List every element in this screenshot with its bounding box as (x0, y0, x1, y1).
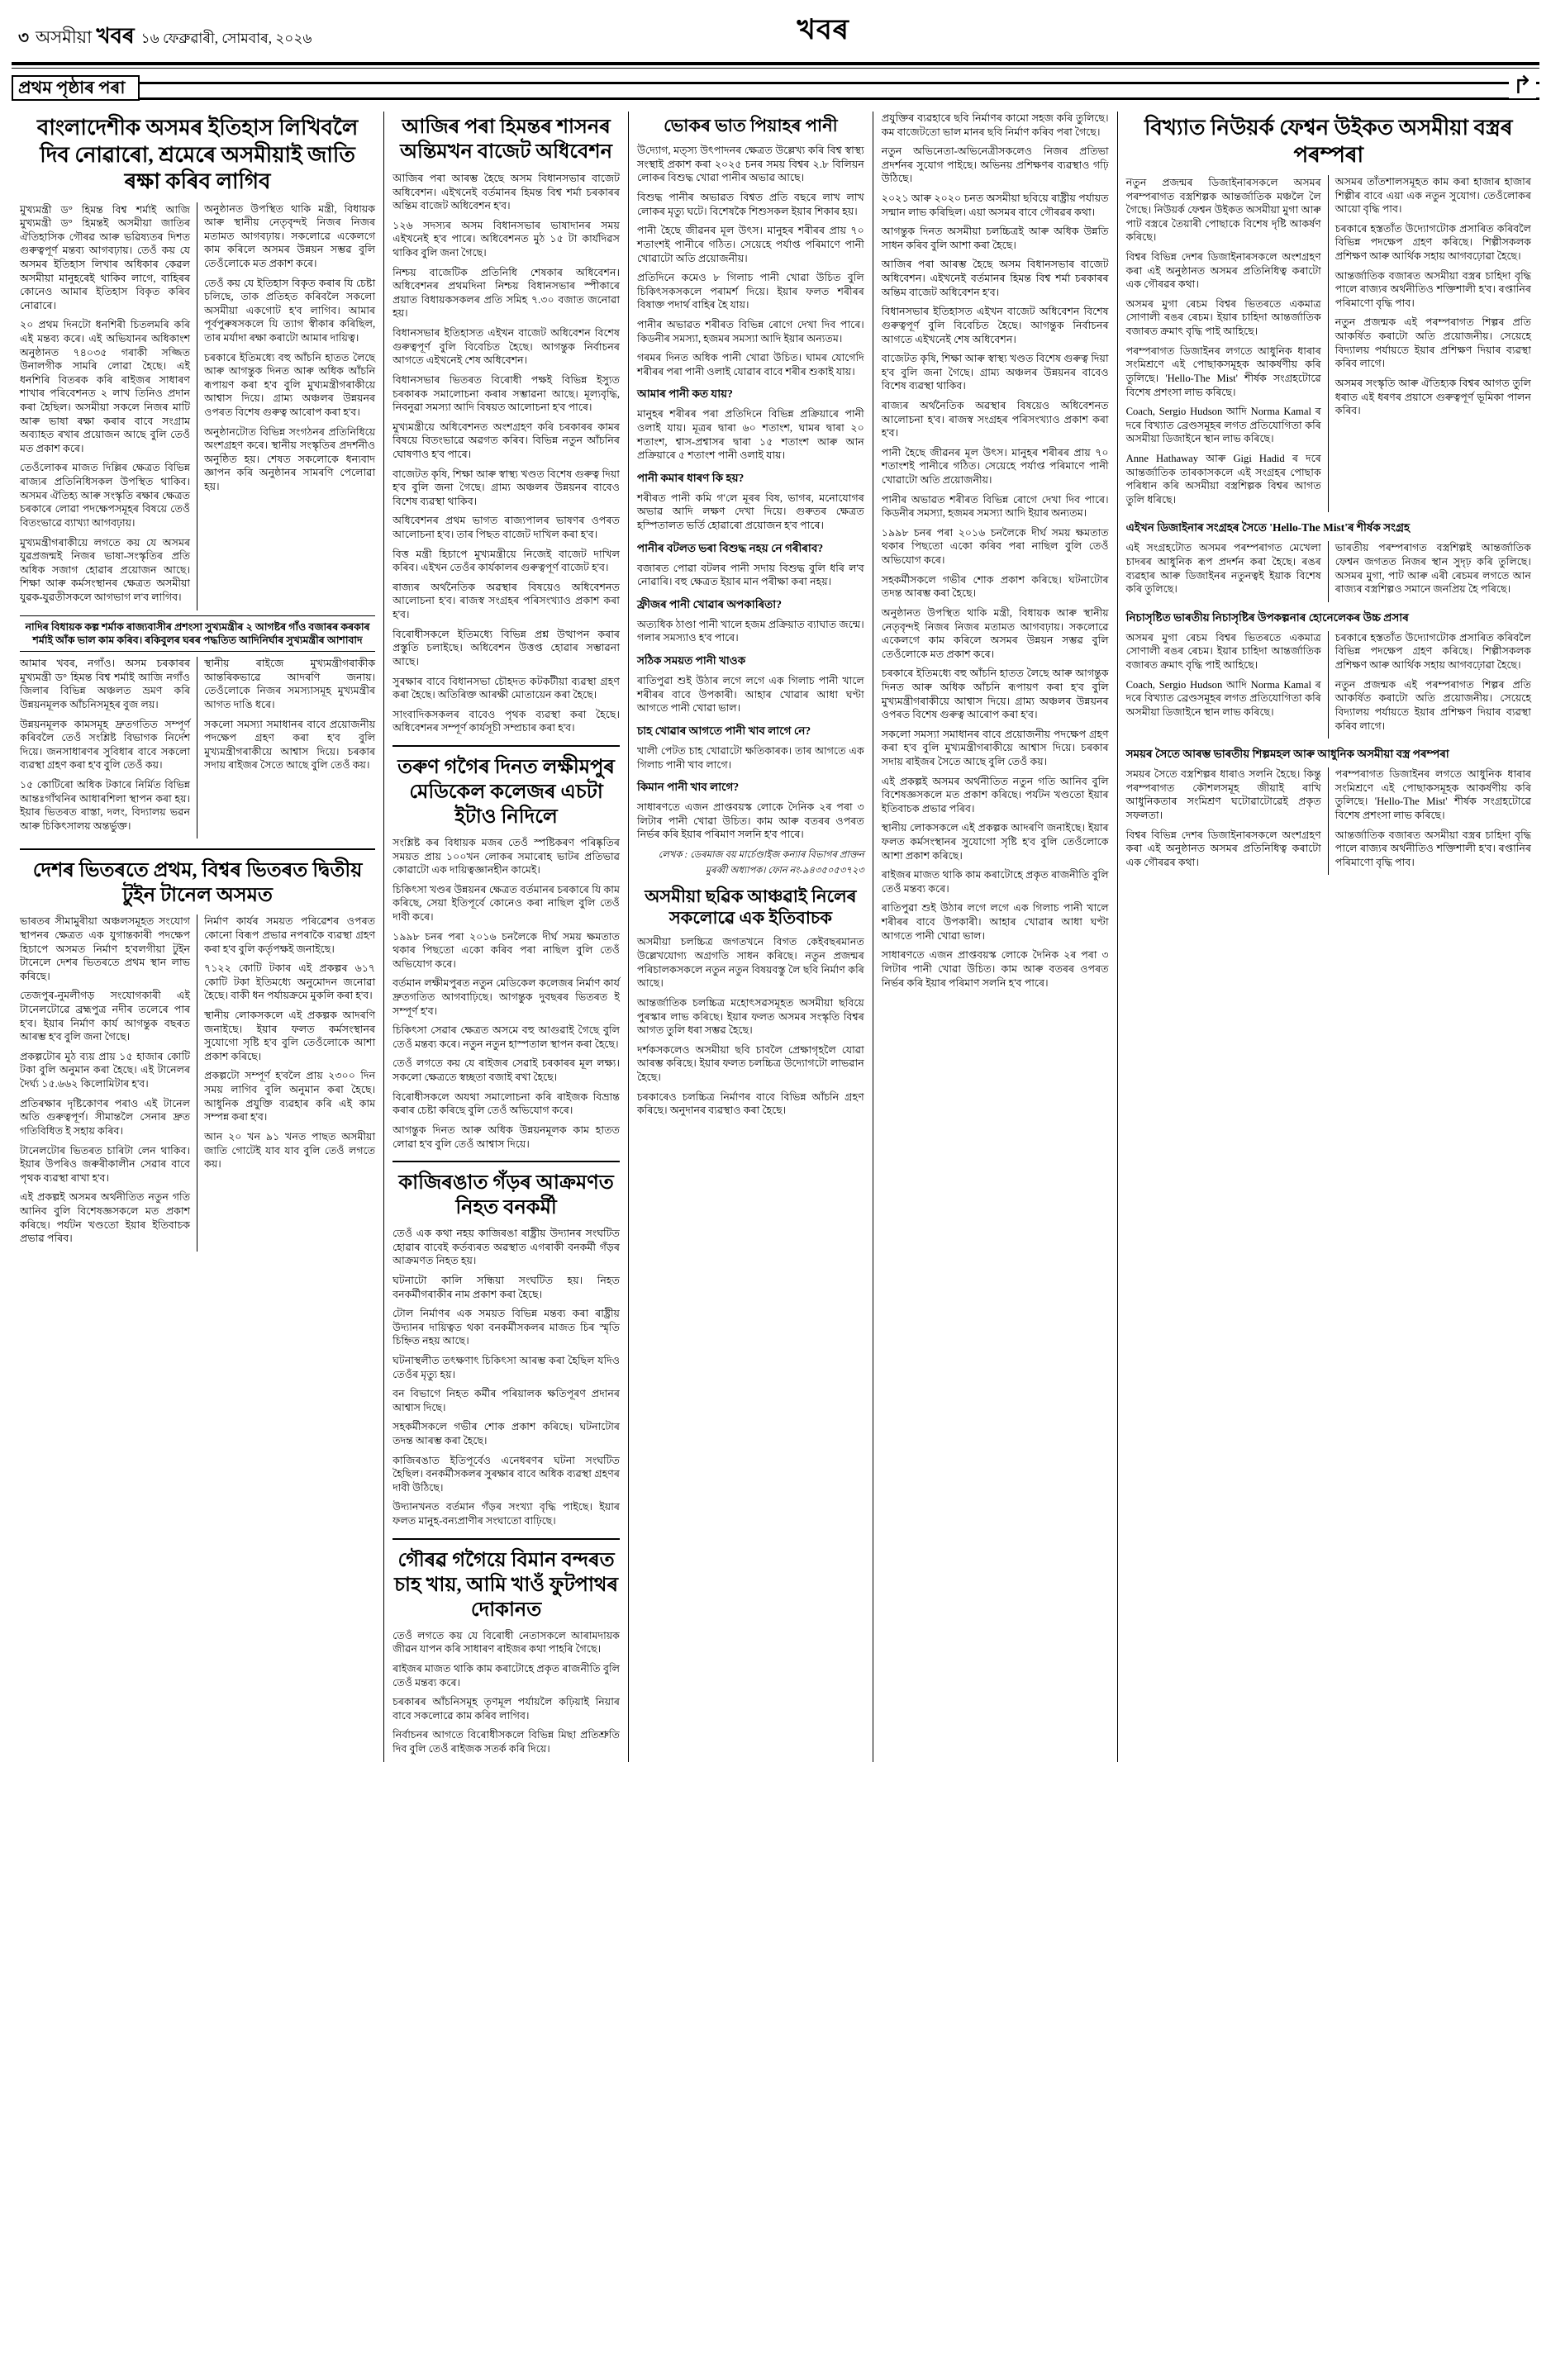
article-paragraph: Coach, Sergio Hudson আদি Norma Kamal ৰ দৰে বিখ্যাত ব্ৰেণ্ডসমূহৰ লগত প্ৰতিযোগিতা কৰি অসমীয়া ডিজাইনে স্থান লাভ কৰিছে। (1125, 678, 1321, 718)
article-paragraph: অধিবেশনৰ প্ৰথম ভাগত ৰাজ্যপালৰ ভাষণৰ ওপৰত আলোচনা হ'ব। তাৰ পিছত বাজেট দাখিল কৰা হ'ব। (393, 515, 620, 541)
article-paragraph: আন্তৰ্জাতিক চলচ্চিত্ৰ মহোৎসৱসমূহত অসমীয়া ছবিয়ে পুৰস্কাৰ লাভ কৰিছে। ইয়াৰ ফলত অসমৰ সংস্কৃতি বিশ্বৰ আগত তুলি ধৰা সম্ভৱ হৈছে। (636, 996, 864, 1037)
article-paragraph: আগন্তুক দিনত আৰু অধিক উন্নয়নমূলক কাম হাতত লোৱা হ'ব বুলি তেওঁ আশ্বাস দিয়ে। (393, 1123, 620, 1150)
article-subhead: নিচাসৃষ্টিত ভাৰতীয় নিচাসৃষ্টিৰ উপকল্পনাৰ হোনেলেকৰ উচ্চ প্ৰসাৰ (1125, 610, 1409, 624)
article-paragraph: তেওঁলোকৰ মাজত দিল্লিৰ ক্ষেত্ৰত বিভিন্ন ৰাজ্যৰ প্ৰতিনিধিসকল উপস্থিত থাকিব। অসমৰ ঐতিহ্য আৰু সংস্কৃতি ৰক্ষাৰ ক্ষেত্ৰত চৰকাৰে লোৱা পদক্ষেপসমূহৰ বিষয়ে তেওঁ বিতংভাৱে ব্যাখ্যা আগবঢ়ায়। (20, 462, 191, 529)
article-paragraph: নতুন অভিনেতা-অভিনেত্ৰীসকলেও নিজৰ প্ৰতিভা প্ৰদৰ্শনৰ সুযোগ পাইছে। অভিনয় প্ৰশিক্ষণৰ ব্যৱস্থাও গঢ়ি উঠিছে। (881, 145, 1109, 185)
columns-container (12, 112, 1539, 1762)
article-paragraph: তেওঁ এক কথা নহয় কাজিৰঙা ৰাষ্ট্ৰীয় উদ্যানৰ সংঘটিত হোৱাৰ বাবেই কৰ্তব্যৰত অৱস্থাত এগৰাকী বনকৰ্মী গঁড়ৰ আক্ৰমণত নিহত হয়। (393, 1228, 620, 1267)
article-paragraph: সংশ্লিষ্ট কৰ বিধায়ক মজৰ তেওঁ স্পষ্টিকৰণ পৰিষ্কৃতিৰ সময়ত প্ৰায় ১০০খন লোকৰ সমাৰোহ ভাটৰ প্ৰতিভাৱ কোৱাটো এক দায়িত্বজ্ঞানহীন কামেই। (393, 836, 620, 876)
article-paragraph: বিত্ত মন্ত্ৰী হিচাপে মুখ্যমন্ত্ৰীয়ে নিজেই বাজেট দাখিল কৰিব। এইখন তেওঁৰ কাৰ্যকালৰ গুৰুত্বপূৰ্ণ বাজেট হ'ব। (393, 548, 620, 574)
article-paragraph: অসমীয়া চলচ্চিত্ৰ জগতখনে বিগত কেইবছৰমানত উল্লেখযোগ্য অগ্ৰগতি সাধন কৰিছে। নতুন প্ৰজন্মৰ পৰিচালকসকলে নতুন নতুন বিষয়বস্তু লৈ ছবি নিৰ্মাণ কৰি আছে। (636, 936, 864, 990)
masthead-title: খবৰ (797, 15, 849, 45)
article-paragraph: বিৰোধীসকলে ইতিমধ্যে বিভিন্ন প্ৰশ্ন উত্থাপন কৰাৰ প্ৰস্তুতি চলাইছে। অধিবেশন উত্তপ্ত হোৱাৰ সম্ভাৱনা আছে। (393, 628, 620, 667)
article-headline-7: গৌৰৱ গগৈয়ে বিমান বন্দৰত চাহ খায়, আমি খাওঁ ফুটপাথৰ দোকানত (394, 1549, 618, 1621)
section-divider (393, 1538, 620, 1540)
article-paragraph: মানুহৰ শৰীৰৰ পৰা প্ৰতিদিনে বিভিন্ন প্ৰক্ৰিয়াৰে পানী ওলাই যায়। মূত্ৰৰ দ্বাৰা ৬০ শতাংশ, ঘামৰ দ্বাৰা ২০ শতাংশ, শ্বাস-প্ৰশ্বাসৰ দ্বাৰা ১৫ শতাংশ আৰু আন প্ৰক্ৰিয়াৰে ৫ শতাংশ পানী ওলাই যায়। (636, 408, 864, 462)
article-paragraph: চৰকাৰে ইতিমধ্যে বহু আঁচনি হাতত লৈছে আৰু আগন্তুক দিনত আৰু অধিক আঁচনি ৰূপায়ণ কৰা হ'ব বুলি মুখ্যমন্ত্ৰীগৰাকীয়ে আশ্বাস দিয়ে। গ্ৰাম্য অঞ্চলৰ উন্নয়নৰ ওপৰত বিশেষ গুৰুত্ব আৰোপ কৰা হ'ব। (204, 351, 376, 419)
article-subhead: সঠিক সময়ত পানী খাওক (636, 654, 746, 667)
article-paragraph: বিশ্বৰ বিভিন্ন দেশৰ ডিজাইনাৰসকলে অংশগ্ৰহণ কৰা এই অনুষ্ঠানত অসমৰ প্ৰতিনিধিত্ব কৰাটো এক গৌৰৱৰ কথা। (1125, 829, 1321, 868)
column-1a-2 (20, 657, 197, 838)
article-paragraph: পানী হৈছে জীৱনৰ মূল উৎস। মানুহৰ শৰীৰৰ প্ৰায় ৭০ শতাংশই পানীৰে গঠিত। সেয়েহে পৰ্যাপ্ত পৰিমাণে পানী খোৱাটো অতি প্ৰয়োজনীয়। (636, 225, 864, 264)
article-paragraph: এই সংগ্ৰহটোত অসমৰ পৰম্পৰাগত মেখেলা চাদৰৰ আধুনিক ৰূপ প্ৰদৰ্শন কৰা হৈছে। ৰঙৰ ব্যৱহাৰ আৰু ডিজাইনৰ নতুনত্বই ইয়াক বিশেষ কৰি তুলিছে। (1125, 542, 1321, 596)
column-5a-4 (1126, 767, 1329, 875)
article-paragraph: আজিৰ পৰা আৰম্ভ হৈছে অসম বিধানসভাৰ বাজেট অধিবেশন। এইখনেই বৰ্তমানৰ হিমন্ত বিশ্ব শৰ্মা চৰকাৰৰ অন্তিম বাজেট অধিবেশন হ'ব। (393, 172, 620, 212)
article-paragraph: নিৰ্বাচনৰ আগতে বিৰোধীসকলে বিভিন্ন মিছা প্ৰতিশ্ৰুতি দিব বুলি তেওঁ ৰাইজক সতৰ্ক কৰি দিয়ে। (393, 1729, 620, 1755)
article-paragraph: বিধানসভাৰ ইতিহাসত এইখন বাজেট অধিবেশন বিশেষ গুৰুত্বপূৰ্ণ বুলি বিবেচিত হৈছে। আগন্তুক নিৰ্বাচনৰ আগতে এইখনেই শেষ অধিবেশন। (881, 306, 1109, 345)
article-paragraph: সকলো সমস্যা সমাধানৰ বাবে প্ৰয়োজনীয় পদক্ষেপ গ্ৰহণ কৰা হ'ব বুলি মুখ্যমন্ত্ৰীগৰাকীয়ে আশ্বাস দিয়ে। চৰকাৰ সদায় ৰাইজৰ সৈতে আছে বুলি তেওঁ কয়। (204, 718, 376, 772)
article-paragraph: আন্তৰ্জাতিক বজাৰত অসমীয়া বস্ত্ৰৰ চাহিদা বৃদ্ধি পালে ৰাজ্যৰ অৰ্থনীতিও শক্তিশালী হ'ব। ৰপ্তানিৰ পৰিমাণো বৃদ্ধি পাব। (1335, 269, 1531, 309)
article-subhead: এইখন ডিজাইনাৰ সংগ্ৰহৰ সৈতে 'Hello-The Mist'ৰ শীৰ্ষক সংগ্ৰহ (1125, 521, 1411, 534)
column-3 (629, 112, 873, 1762)
article-paragraph: চৰকাৰে হস্ততাঁত উদ্যোগটোক প্ৰসাৰিত কৰিবলৈ বিভিন্ন পদক্ষেপ গ্ৰহণ কৰিছে। শিল্পীসকলক প্ৰশিক্ষণ আৰু আৰ্থিক সহায় আগবঢ়োৱা হৈছে। (1335, 222, 1531, 263)
column-1b (197, 202, 375, 610)
masthead-rule-thin (12, 68, 1539, 69)
article-paragraph: আজিৰ পৰা আৰম্ভ হৈছে অসম বিধানসভাৰ বাজেট অধিবেশন। এইখনেই বৰ্তমানৰ হিমন্ত বিশ্ব শৰ্মা চৰকাৰৰ অন্তিম বাজেট অধিবেশন হ'ব। (881, 259, 1109, 298)
article-paragraph: মুখ্যমন্ত্ৰী ড° হিমন্ত বিশ্ব শৰ্মাই আজি মুখ্যমন্ত্ৰী ড° হিমন্তই অসমীয়া জাতিৰ ঐতিহাসিক গৌৰৱ আৰু ভৱিষ্যতৰ দিশত গুৰুত্বপূৰ্ণ মন্তব্য আগবঢ়ায়। তেওঁ কয় যে অসমৰ ইতিহাস লিখাৰ অধিকাৰ কেৱল অসমীয়া মানুহৰেই থাকিব লাগে, বাহিৰৰ কোনেও আমাৰ ইতিহাস বিকৃত কৰিব নোৱাৰে। (20, 202, 191, 311)
article-paragraph: অসমৰ তাঁতশালসমূহত কাম কৰা হাজাৰ হাজাৰ শিল্পীৰ বাবে এয়া এক নতুন সুযোগ। তেওঁলোকৰ আয়ো বৃদ্ধি পাব। (1335, 176, 1531, 216)
article-paragraph: প্ৰতিদিনে কমেও ৮ গিলাচ পানী খোৱা উচিত বুলি চিকিৎসকসকলে পৰামৰ্শ দিয়ে। ইয়াৰ ফলত শৰীৰৰ বিষাক্ত পদাৰ্থ বাহিৰ হৈ যায়। (636, 272, 864, 311)
article-paragraph: ঘটনাটো কালি সন্ধিয়া সংঘটিত হয়। নিহত বনকৰ্মীগৰাকীৰ নাম প্ৰকাশ কৰা হৈছে। (393, 1274, 620, 1300)
section-banner (12, 72, 1539, 103)
masthead-rule-thick (12, 62, 1539, 65)
article-paragraph: গৰমৰ দিনত অধিক পানী খোৱা উচিত। ঘামৰ যোগেদি শৰীৰৰ পৰা পানী ওলাই যোৱাৰ বাবে শৰীৰ শুকাই যায়। (636, 352, 864, 378)
masthead (0, 0, 1551, 59)
article-paragraph: পৰম্পৰাগত ডিজাইনৰ লগতে আধুনিক ধাৰাৰ সংমিশ্ৰণে এই পোছাকসমূহক আকৰ্ষণীয় কৰি তুলিছে। 'Hello-The Mist' শীৰ্ষক সংগ্ৰহটোৱে বিশেষ প্ৰশংসা লাভ কৰিছে। (1335, 768, 1531, 821)
article-paragraph: পানীৰ অভাৱত শৰীৰত বিভিন্ন ৰোগে দেখা দিব পাৰে। কিডনীৰ সমস্যা, হজমৰ সমস্যা আদি ইয়াৰ অন্যতম। (881, 493, 1109, 520)
article-paragraph: ৰাজ্যৰ অৰ্থনৈতিক অৱস্থাৰ বিষয়েও অধিবেশনত আলোচনা হ'ব। ৰাজস্ব সংগ্ৰহৰ পৰিসংখ্যাও প্ৰকাশ কৰা হ'ব। (881, 399, 1109, 439)
page-number: ৩ (18, 29, 30, 47)
article-paragraph: কাজিৰঙাত ইতিপূৰ্বেও এনেধৰণৰ ঘটনা সংঘটিত হৈছিল। বনকৰ্মীসকলৰ সুৰক্ষাৰ বাবে অধিক ব্যৱস্থা গ্ৰহণৰ দাবী উঠিছে। (393, 1454, 620, 1494)
article-subhead: পানী কমাৰ ধাৰণ কি হয়? (636, 471, 745, 484)
article-paragraph: অসমৰ সংস্কৃতি আৰু ঐতিহ্যক বিশ্বৰ আগত তুলি ধৰাত এই ধৰণৰ প্ৰয়াসে গুৰুত্বপূৰ্ণ ভূমিকা পালন কৰিব। (1335, 377, 1531, 417)
article-paragraph: ৰাজ্যৰ অৰ্থনৈতিক অৱস্থাৰ বিষয়েও অধিবেশনত আলোচনা হ'ব। ৰাজস্ব সংগ্ৰহৰ পৰিসংখ্যাও প্ৰকাশ কৰা হ'ব। (393, 581, 620, 621)
article-subhead: পানীৰ বটলত ভৰা বিশুদ্ধ নহয় নে গৰীৰাব? (636, 541, 824, 554)
article-byline: লেখক : ডেৰমাজ বয় মাৰ্চেণ্ডাইজ কন্যাৰ বিভাগৰ প্ৰাক্তন মুৰব্বী অধ্যাপক। ফোন নং-৯৪৩৫০৫৩৭২৩ (658, 849, 864, 876)
article-paragraph: তেজপুৰ-নুমলীগড় সংযোগকাৰী এই টানেলটোৱে ব্ৰহ্মপুত্ৰ নদীৰ তলেৰে পাৰ হ'ব। ইয়াৰ নিৰ্মাণ কাৰ্য আগন্তুক বছৰত আৰম্ভ হ'ব বুলি জনা গৈছে। (20, 990, 191, 1043)
column-5b-4 (1329, 767, 1531, 875)
column-5a (1126, 175, 1329, 512)
article-subhead: চাহ খোৱাৰ আগতে পানী খাব লাগে নে? (636, 724, 811, 737)
article-paragraph: আন্তৰ্জাতিক বজাৰত অসমীয়া বস্ত্ৰৰ চাহিদা বৃদ্ধি পালে ৰাজ্যৰ অৰ্থনীতিও শক্তিশালী হ'ব। ৰপ্তানিৰ পৰিমাণো বৃদ্ধি পাব। (1335, 829, 1531, 868)
article-subhead: ফ্ৰীজৰ পানী খোৱাৰ অপকাৰিতা? (636, 597, 782, 610)
article-paragraph: সাংবাদিকসকলৰ বাবেও পৃথক ব্যৱস্থা কৰা হৈছে। অধিবেশনৰ সম্পূৰ্ণ কাৰ্যসূচী সম্প্ৰচাৰ কৰা হ'ব। (393, 708, 620, 734)
article-paragraph: আন ২০ খন ৯১ খনত পাছত অসমীয়া জাতি গোটেই যাব যাব বুলি তেওঁ লগতে কয়। (204, 1130, 376, 1171)
column-5-inner-3 (1126, 631, 1531, 739)
article-paragraph: বাজেটত কৃষি, শিক্ষা আৰু স্বাস্থ্য খণ্ডত বিশেষ গুৰুত্ব দিয়া হ'ব বুলি জনা গৈছে। গ্ৰাম্য অঞ্চলৰ উন্নয়নৰ বাবেও বিশেষ ব্যৱস্থা থাকিব। (393, 468, 620, 507)
article-paragraph: ৰাইজৰ মাজত থাকি কাম কৰাটোহে প্ৰকৃত ৰাজনীতি বুলি তেওঁ মন্তব্য কৰে। (393, 1662, 620, 1689)
article-paragraph: প্ৰকল্পটো সম্পূৰ্ণ হ'বলৈ প্ৰায় ২৩০০ দিন সময় লাগিব বুলি অনুমান কৰা হৈছে। আধুনিক প্ৰযুক্তি ব্যৱহাৰ কৰি এই কাম সম্পন্ন কৰা হ'ব। (204, 1070, 376, 1123)
column-5b-3 (1329, 631, 1531, 739)
article-paragraph: নতুন প্ৰজন্মক এই পৰম্পৰাগত শিল্পৰ প্ৰতি আকৰ্ষিত কৰাটো অতি প্ৰয়োজনীয়। সেয়েহে বিদ্যালয় পৰ্যায়তে ইয়াৰ প্ৰশিক্ষণ দিয়াৰ ব্যৱস্থা কৰিব লাগে। (1335, 316, 1531, 370)
article-paragraph: চিকিৎসা খণ্ডৰ উন্নয়নৰ ক্ষেত্ৰত বৰ্তমানৰ চৰকাৰে যি কাম কৰিছে, সেয়া ইতিপূৰ্বে কোনেও কৰা নাছিল বুলি তেওঁ দাবী কৰে। (393, 883, 620, 923)
column-5-inner-2 (1126, 541, 1531, 601)
article-paragraph: অসমৰ মুগা ৰেচম বিশ্বৰ ভিতৰতে একমাত্ৰ সোণালী ৰঙৰ ৰেচম। ইয়াৰ চাহিদা আন্তৰ্জাতিক বজাৰত ক্ৰমাৎ বৃদ্ধি পাই আহিছে। (1125, 297, 1321, 338)
article-paragraph: পৰম্পৰাগত ডিজাইনৰ লগতে আধুনিক ধাৰাৰ সংমিশ্ৰণে এই পোছাকসমূহক আকৰ্ষণীয় কৰি তুলিছে। 'Hello-The Mist' শীৰ্ষক সংগ্ৰহটোৱে বিশেষ প্ৰশংসা লাভ কৰিছে। (1125, 344, 1321, 398)
article-paragraph: উন্নয়নমূলক কামসমূহ দ্ৰুতগতিত সম্পূৰ্ণ কৰিবলৈ তেওঁ সংশ্লিষ্ট বিভাগক নিৰ্দেশ দিয়ে। জনসাধাৰণৰ সুবিধাৰ বাবে সকলো ব্যৱস্থা গ্ৰহণ কৰা হ'ব বুলি তেওঁ কয়। (20, 718, 191, 772)
column-1a-3 (20, 914, 197, 1251)
column-5a-2 (1126, 541, 1329, 601)
article-paragraph: অনুষ্ঠানত উপস্থিত থাকি মন্ত্ৰী, বিধায়ক আৰু স্থানীয় নেতৃবৃন্দই নিজৰ নিজৰ মতামত আগবঢ়ায়। সকলোৱে একেলগে কাম কৰিলে অসমৰ উন্নয়ন সম্ভৱ বুলি তেওঁলোকে মত প্ৰকাশ কৰে। (204, 202, 376, 269)
article-headline-5: তৰুণ গগৈৰ দিনত লক্ষীমপুৰ মেডিকেল কলেজৰ এচটা ইটাও নিদিলে (397, 756, 615, 828)
article-paragraph: তেওঁ কয় যে ইতিহাস বিকৃত কৰাৰ যি চেষ্টা চলিছে, তাক প্ৰতিহত কৰিবলৈ সকলো অসমীয়া একগোট হ'ব লাগিব। আমাৰ পূৰ্বপুৰুষসকলে যি ত্যাগ স্বীকাৰ কৰিছিল, তাৰ মৰ্যাদা ৰক্ষা কৰাটো আমাৰ দায়িত্ব। (204, 277, 376, 344)
article-paragraph: ৭১২২ কোটি টকাৰ এই প্ৰকল্পৰ ৬১৭ কোটি টকা ইতিমধ্যে অনুমোদন জনোৱা হৈছে। বাকী ধন পৰ্যায়ক্ৰমে মুকলি কৰা হ'ব। (204, 962, 376, 1002)
article-paragraph: ১২৬ সদস্যৰ অসম বিধানসভাৰ ভাষাদানৰ সময় এইখনেই হ'ব পাৰে। অধিবেশনত মুঠ ১৫ টা কাৰ্যদিৱস থাকিব বুলি জনা গৈছে। (393, 219, 620, 259)
article-paragraph: ১৫ কোটিৰো অধিক টকাৰে নিৰ্মিত বিভিন্ন আন্তঃগাঁথনিৰ আধাৰশিলা স্থাপন কৰা হয়। ইয়াৰ ভিতৰত ৰাস্তা, দলং, বিদ্যালয় ভৱন আৰু চিকিৎসালয় অন্তৰ্ভুক্ত। (20, 778, 191, 832)
column-1 (12, 112, 384, 1762)
article-paragraph: ভাৰতীয় পৰম্পৰাগত বস্ত্ৰশিল্পই আন্তৰ্জাতিক ফেশ্বন জগতত নিজৰ স্থান সুদৃঢ় কৰি তুলিছে। অসমৰ মুগা, পাট আৰু এৰী ৰেচমৰ লগতে আন ৰাজ্যৰ বস্ত্ৰশিল্পও সমানে জনপ্ৰিয় হৈ পৰিছে। (1335, 542, 1531, 596)
article-paragraph: ভাৰতৰ সীমামুৰীয়া অঞ্চলসমূহত সংযোগ স্থাপনৰ ক্ষেত্ৰত এক যুগান্তকাৰী পদক্ষেপ হিচাপে অসমত নিৰ্মাণ হ'বলগীয়া টুইন টানেলে দেশৰ ভিতৰতে প্ৰথম স্থান লাভ কৰিছে। (20, 915, 191, 982)
article-paragraph: মুখ্যমন্ত্ৰীগৰাকীয়ে লগতে কয় যে অসমৰ যুৱপ্ৰজন্মই নিজৰ ভাষা-সংস্কৃতিৰ প্ৰতি অধিক সজাগ হোৱাৰ প্ৰয়োজন আছে। শিক্ষা আৰু কৰ্মসংস্থানৰ ক্ষেত্ৰত অসমীয়া যুৱক-যুৱতীসকলে আগভাগ ল'ব লাগিব। (20, 536, 191, 603)
article-paragraph: স্থানীয় ৰাইজে মুখ্যমন্ত্ৰীগৰাকীক আন্তৰিকভাৱে আদৰণি জনায়। তেওঁলোকে নিজৰ সমস্যাসমূহ মুখ্যমন্ত্ৰীৰ আগত দাঙি ধৰে। (204, 658, 376, 710)
article-paragraph: পানীৰ অভাৱত শৰীৰত বিভিন্ন ৰোগে দেখা দিব পাৰে। কিডনীৰ সমস্যা, হজমৰ সমস্যা আদি ইয়াৰ অন্যতম। (636, 318, 864, 344)
article-subhead: আমাৰ পানী কত যায়? (636, 387, 733, 401)
article-paragraph: বিশুদ্ধ পানীৰ অভাৱত বিশ্বত প্ৰতি বছৰে লাখ লাখ লোকৰ মৃত্যু ঘটে। বিশেষকৈ শিশুসকল ইয়াৰ শিকাৰ হয়। (636, 192, 864, 217)
article-paragraph: বিশ্বৰ বিভিন্ন দেশৰ ডিজাইনাৰসকলে অংশগ্ৰহণ কৰা এই অনুষ্ঠানত অসমৰ প্ৰতিনিধিত্ব কৰাটো এক গৌৰৱৰ কথা। (1125, 251, 1321, 291)
column-4 (873, 112, 1118, 1762)
column-1b-3 (197, 914, 375, 1251)
article-paragraph: সময়ৰ সৈতে বস্ত্ৰশিল্পৰ ধাৰাও সলনি হৈছে। কিন্তু পৰম্পৰাগত কৌশলসমূহ জীয়াই ৰাখি আধুনিকতাৰ সংমিশ্ৰণ ঘটোৱাটোৱেই প্ৰকৃত সফলতা। (1125, 768, 1321, 821)
article-paragraph: প্ৰযুক্তিৰ ব্যৱহাৰে ছবি নিৰ্মাণৰ কামো সহজ কৰি তুলিছে। কম বাজেটতো ভাল মানৰ ছবি নিৰ্মাণ কৰিব পৰা গৈছে। (881, 112, 1109, 138)
column-2 (384, 112, 629, 1762)
article-paragraph: নতুন প্ৰজন্মক এই পৰম্পৰাগত শিল্পৰ প্ৰতি আকৰ্ষিত কৰাটো অতি প্ৰয়োজনীয়। সেয়েহে বিদ্যালয় পৰ্যায়তে ইয়াৰ প্ৰশিক্ষণ দিয়াৰ ব্যৱস্থা কৰিব লাগে। (1335, 678, 1531, 732)
article-paragraph: সকলো সমস্যা সমাধানৰ বাবে প্ৰয়োজনীয় পদক্ষেপ গ্ৰহণ কৰা হ'ব বুলি মুখ্যমন্ত্ৰীগৰাকীয়ে আশ্বাস দিয়ে। চৰকাৰ সদায় ৰাইজৰ সৈতে আছে বুলি তেওঁ কয়। (881, 728, 1109, 767)
article-paragraph: ৰাতিপুৱা শুই উঠাৰ লগে লগে এক গিলাচ পানী খালে শৰীৰৰ বাবে উপকাৰী। আহাৰ খোৱাৰ আধা ঘণ্টা আগতে পানী খোৱা ভাল। (881, 902, 1109, 942)
article-paragraph: উদ্যোগ, মত্স্য উৎপাদনৰ ক্ষেত্ৰত উল্লেখ্য কৰি বিশ্ব স্বাস্থ্য সংস্থাই প্ৰকাশ কৰা ২০২৫ চনৰ সময় বিশ্বৰ ২.৮ বিলিয়ন লোকৰ বিশুদ্ধ খোৱা পানীৰ অভাৱ আছে। (636, 144, 864, 184)
article-paragraph: সাধাৰণতে এজন প্ৰাপ্তবয়স্ক লোকে দৈনিক ২ৰ পৰা ৩ লিটাৰ পানী খোৱা উচিত। কাম আৰু বতৰৰ ওপৰত নিৰ্ভৰ কৰি ইয়াৰ পৰিমাণ সলনি হ'ব পাৰে। (636, 801, 864, 841)
article-paragraph: চৰকাৰে হস্ততাঁত উদ্যোগটোক প্ৰসাৰিত কৰিবলৈ বিভিন্ন পদক্ষেপ গ্ৰহণ কৰিছে। শিল্পীসকলক প্ৰশিক্ষণ আৰু আৰ্থিক সহায় আগবঢ়োৱা হৈছে। (1335, 631, 1531, 672)
article-paragraph: মুখ্যমন্ত্ৰীয়ে অধিবেশনত অংশগ্ৰহণ কৰি চৰকাৰৰ কামৰ বিষয়ে বিতংভাৱে অৱগত কৰিব। বিভিন্ন নতুন আঁচনিৰ ঘোষণাও হ'ব পাৰে। (393, 420, 620, 460)
article-paragraph: খালী পেটত চাহ খোৱাটো ক্ষতিকাৰক। তাৰ আগতে এক গিলাচ পানী খাব লাগে। (636, 744, 864, 771)
article-subhead: সময়ৰ সৈতে আৰম্ভ ভাৰতীয় শিল্পমহল আৰু আধুনিক অসমীয়া বস্ত্ৰ পৰম্পৰা (1125, 748, 1449, 761)
continuation-arrow-icon: ↱ (1509, 74, 1536, 98)
article-subhead: কিমান পানী খাব লাগে? (636, 781, 740, 794)
article-paragraph: বজাৰত পোৱা বটলৰ পানী সদায় বিশুদ্ধ বুলি ধৰি ল'ব নোৱাৰি। বহু ক্ষেত্ৰত ইয়াৰ মান পৰীক্ষা কৰা নহয়। (636, 562, 864, 588)
column-5a-3 (1126, 631, 1329, 739)
article-paragraph: উদ্যানখনত বৰ্তমান গঁড়ৰ সংখ্যা বৃদ্ধি পাইছে। ইয়াৰ ফলত মানুহ-বন্যপ্ৰাণীৰ সংঘাতো বাঢ়িছে। (393, 1501, 620, 1527)
article-paragraph: সহকৰ্মীসকলে গভীৰ শোক প্ৰকাশ কৰিছে। ঘটনাটোৰ তদন্ত আৰম্ভ কৰা হৈছে। (393, 1421, 620, 1447)
article-paragraph: নিৰ্মাণ কাৰ্যৰ সময়ত পৰিৱেশৰ ওপৰত কোনো বিৰূপ প্ৰভাৱ নপৰাকৈ ব্যৱস্থা গ্ৰহণ কৰা হ'ব বুলি কৰ্তৃপক্ষই জনাইছে। (204, 915, 376, 955)
article-paragraph: ২০ প্ৰথম দিনটো ধনশিৰী চিতলমৰি কৰি এই মন্তব্য কৰে। এই অভিযানৰ অধিকাংশ অনুষ্ঠানত ৭৪০৩৫ গৰাকী সজ্জিত উনালগীক সামৰি লোৱা হৈছে। এই ধনশিৰি বিতৰক কৰি ৰাইজৰ সাধাৰণ শাখাৰ পৰিবেশনত ২ লাখ তিনিও প্ৰদান কৰা হৈছিল। অসমীয়া সকলে নিজৰ মাটি আৰু ভাষা ৰক্ষা কৰাৰ বাবে সংগ্ৰাম অব্যাহত ৰখাৰ প্ৰয়োজন আছে বুলি তেওঁ মত প্ৰকাশ কৰে। (20, 319, 191, 454)
article-paragraph: ৰাইজৰ মাজত থাকি কাম কৰাটোহে প্ৰকৃত ৰাজনীতি বুলি তেওঁ মন্তব্য কৰে। (881, 869, 1109, 895)
article-kicker-2: নাদিৰ বিধায়ক কল্প শৰ্মাক ৰাজ্যবাসীৰ প্ৰশংসা সুখ্যমন্ত্ৰীৰ ২ আগষ্টৰ গাঁও বজাৰৰ কৰকাৰ শৰ্মাই আঁক ভাল কাম কৰিব। ৰকিবুলৰ ঘৰৰ পদ্ধতিত আদিনিৰ্ঘাৰ সুখ্যমন্ত্ৰীৰ আশাবাদ (20, 615, 375, 653)
column-5-inner (1126, 175, 1531, 512)
article-paragraph: অত্যধিক ঠাণ্ডা পানী খালে হজম প্ৰক্ৰিয়াত ব্যাঘাত জন্মে। গলাৰ সমস্যাও হ'ব পাৰে। (636, 618, 864, 644)
article-paragraph: অনুষ্ঠানত উপস্থিত থাকি মন্ত্ৰী, বিধায়ক আৰু স্থানীয় নেতৃবৃন্দই নিজৰ নিজৰ মতামত আগবঢ়ায়। সকলোৱে একেলগে কাম কৰিলে অসমৰ উন্নয়ন সম্ভৱ বুলি তেওঁলোকে মত প্ৰকাশ কৰে। (881, 606, 1109, 660)
article-paragraph: টোল নিৰ্মাণৰ এক সময়ত বিভিন্ন মন্তব্য কৰা ৰাষ্ট্ৰীয় উদ্যানৰ দায়িত্বত থকা বনকৰ্মীসকলৰ মাজত চিৰ স্মৃতি চিহ্নিত নহয় আছে। (393, 1308, 620, 1347)
article-paragraph: ১৯৯৮ চনৰ পৰা ২০১৬ চনলৈকে দীৰ্ঘ সময় ক্ষমতাত থকাৰ পিছতো একো কৰিব পৰা নাছিল বুলি তেওঁ অভিযোগ কৰে। (881, 526, 1109, 567)
article-paragraph: তেওঁ লগতে কয় যে বিৰোধী নেতাসকলে আৰামদায়ক জীৱন যাপন কৰি সাধাৰণ ৰাইজৰ কথা পাহৰি গৈছে। (393, 1629, 620, 1656)
article-paragraph: শৰীৰত পানী কমি গ'লে মূৰৰ বিষ, ভাগৰ, মনোযোগৰ অভাৱ আদি লক্ষণ দেখা দিয়ে। গুৰুতৰ ক্ষেত্ৰত হস্পিতালত ভৰ্তি হোৱাৰো প্ৰয়োজন হ'ব পাৰে। (636, 492, 864, 532)
article-paragraph: প্ৰকল্পটোৰ মুঠ ব্যয় প্ৰায় ১৫ হাজাৰ কোটি টকা বুলি অনুমান কৰা হৈছে। এই টানেলৰ দৈৰ্ঘ্য ১৫.৬৬২ কিলোমিটাৰ হ'ব। (20, 1050, 191, 1090)
article-headline-6: কাজিৰঙাত গঁড়ৰ আক্ৰমণত নিহত বনকৰ্মী (398, 1172, 614, 1219)
article-paragraph: Coach, Sergio Hudson আদি Norma Kamal ৰ দৰে বিখ্যাত ব্ৰেণ্ডসমূহৰ লগত প্ৰতিযোগিতা কৰি অসমীয়া ডিজাইনে স্থান লাভ কৰিছে। (1125, 406, 1321, 445)
paper-name (36, 19, 135, 55)
paper-name-part2: খবৰ (96, 24, 135, 48)
column-1a (20, 202, 197, 610)
article-paragraph: নিশ্চয় বাজেটিক প্ৰতিনিধি শেষকাৰ অধিবেশন। অধিবেশনৰ প্ৰথমদিনা নিশ্চয় বিধানসভাৰ স্পীকাৰে প্ৰয়াত বিধায়কসকলৰ প্ৰতি সমিহ ৭.৩০ বজাত জনোৱা হয়। (393, 266, 620, 320)
column-5b-2 (1329, 541, 1531, 601)
column-5 (1118, 112, 1539, 1762)
column-5b (1329, 175, 1531, 512)
article-headline-9: অসমীয়া ছৱিক আঞ্চৱাই নিলেৰ সকলোৱে এক ইতিবাচক (645, 886, 857, 929)
article-paragraph: চৰকাৰৰ আঁচনিসমূহ তৃণমূল পৰ্যায়লৈ কঢ়িয়াই নিয়াৰ বাবে সকলোৱে কাম কৰিব লাগিব। (393, 1696, 620, 1722)
article-headline-1: বাংলাদেশীক অসমৰ ইতিহাস লিখিবলৈ দিব নোৱাৰো, শ্ৰমেৰে অসমীয়াই জাতি ৰক্ষা কৰিব লাগিব (36, 116, 359, 193)
article-paragraph: টানেলটোৰ ভিতৰত চাৰিটা লেন থাকিব। ইয়াৰ উপৰিও জৰুৰীকালীন সেৱাৰ বাবে পৃথক ব্যৱস্থা ৰাখা হ'ব। (20, 1144, 191, 1184)
article-headline-8: ভোকৰ ভাত পিয়াহৰ পানী (664, 116, 838, 135)
article-paragraph: দৰ্শকসকলেও অসমীয়া ছবি চাবলৈ প্ৰেক্ষাগৃহলৈ যোৱা আৰম্ভ কৰিছে। ইয়াৰ ফলত চলচ্চিত্ৰ উদ্যোগটো লাভৱান হৈছে। (636, 1043, 864, 1083)
article-paragraph: নতুন প্ৰজন্মৰ ডিজাইনাৰসকলে অসমৰ পৰম্পৰাগত বস্ত্ৰশিল্পক আন্তৰ্জাতিক মঞ্চলৈ লৈ গৈছে। নিউয়ৰ্ক ফেশ্বন উইকত অসমীয়া মুগা আৰু পাট বস্ত্ৰৰে তৈয়াৰী পোছাকে বিশেষ দৃষ্টি আকৰ্ষণ কৰিছে। (1125, 176, 1321, 244)
article-paragraph: সুৰক্ষাৰ বাবে বিধানসভা চৌহদত কটকটীয়া ব্যৱস্থা গ্ৰহণ কৰা হৈছে। অতিৰিক্ত আৰক্ষী মোতায়েন কৰা হৈছে। (393, 675, 620, 701)
column-1-inner (20, 202, 375, 610)
article-paragraph: স্থানীয় লোকসকলে এই প্ৰকল্পক আদৰণি জনাইছে। ইয়াৰ ফলত কৰ্মসংস্থানৰ সুযোগো সৃষ্টি হ'ব বুলি তেওঁলোকে আশা প্ৰকাশ কৰিছে। (204, 1009, 376, 1062)
article-paragraph: বিধানসভাৰ ইতিহাসত এইখন বাজেট অধিবেশন বিশেষ গুৰুত্বপূৰ্ণ বুলি বিবেচিত হৈছে। আগন্তুক নিৰ্বাচনৰ আগতে এইখনেই শেষ অধিবেশন। (393, 327, 620, 367)
article-paragraph: তেওঁ লগতে কয় যে ৰাইজৰ সেৱাই চৰকাৰৰ মূল লক্ষ্য। সকলো ক্ষেত্ৰতে স্বচ্ছতা বজাই ৰখা হৈছে। (393, 1057, 620, 1084)
article-paragraph: ১৯৯৮ চনৰ পৰা ২০১৬ চনলৈকে দীৰ্ঘ সময় ক্ষমতাত থকাৰ পিছতো একো কৰিব পৰা নাছিল বুলি তেওঁ অভিযোগ কৰে। (393, 930, 620, 970)
paper-name-part1: অসমীয়া (36, 27, 93, 47)
article-paragraph: চিকিৎসা সেৱাৰ ক্ষেত্ৰত অসমে বহু আগুৱাই গৈছে বুলি তেওঁ মন্তব্য কৰে। নতুন নতুন হাস্পতাল স্থাপন কৰা হৈছে। (393, 1024, 620, 1050)
article-paragraph: আমাৰ খবৰ, নগাঁও। অসম চৰকাৰৰ মুখ্যমন্ত্ৰী ড° হিমন্ত বিশ্ব শৰ্মাই আজি নগাঁও জিলাৰ বিভিন্ন অঞ্চলত ভ্ৰমণ কৰি উন্নয়নমূলক আঁচনিসমূহৰ বুজ লয়। (20, 658, 191, 710)
article-paragraph: Anne Hathaway আৰু Gigi Hadid ৰ দৰে আন্তৰ্জাতিক তাৰকাসকলে এই সংগ্ৰহৰ পোছাক পৰিধান কৰি অসমীয়া বস্ত্ৰশিল্পক বিশ্বৰ আগত তুলি ধৰিছে। (1125, 452, 1321, 506)
article-paragraph: বিৰোধীসকলে অযথা সমালোচনা কৰি ৰাইজক বিভ্ৰান্ত কৰাৰ চেষ্টা কৰিছে বুলি তেওঁ অভিযোগ কৰে। (393, 1090, 620, 1117)
article-paragraph: অসমৰ মুগা ৰেচম বিশ্বৰ ভিতৰতে একমাত্ৰ সোণালী ৰঙৰ ৰেচম। ইয়াৰ চাহিদা আন্তৰ্জাতিক বজাৰত ক্ৰমাৎ বৃদ্ধি পাই আহিছে। (1125, 631, 1321, 672)
section-divider (393, 745, 620, 747)
article-paragraph: ২০২১ আৰু ২০২০ চনত অসমীয়া ছবিয়ে ৰাষ্ট্ৰীয় পৰ্যায়ত সন্মান লাভ কৰিছিল। এয়া অসমৰ বাবে গৌৰৱৰ কথা। (881, 192, 1109, 218)
section-divider (20, 848, 375, 850)
article-paragraph: ঘটনাস্থলীত তৎক্ষণাৎ চিকিৎসা আৰম্ভ কৰা হৈছিল যদিও তেওঁৰ মৃত্যু হয়। (393, 1355, 620, 1380)
article-paragraph: প্ৰতিৰক্ষাৰ দৃষ্টিকোণৰ পৰাও এই টানেল অতি গুৰুত্বপূৰ্ণ। সীমান্তলৈ সেনাৰ দ্ৰুত গতিবিধিত ই সহায় কৰিব। (20, 1097, 191, 1137)
article-paragraph: বিধানসভাৰ ভিতৰত বিৰোধী পক্ষই বিভিন্ন ইস্যুত চৰকাৰক সমালোচনা কৰাৰ সম্ভাৱনা আছে। মূল্যবৃদ্ধি, নিবনুৱা সমস্যা আদি বিষয়ত আলোচনা হ'ব পাৰে। (393, 373, 620, 414)
article-paragraph: সাধাৰণতে এজন প্ৰাপ্তবয়স্ক লোকে দৈনিক ২ৰ পৰা ৩ লিটাৰ পানী খোৱা উচিত। কাম আৰু বতৰৰ ওপৰত নিৰ্ভৰ কৰি ইয়াৰ পৰিমাণ সলনি হ'ব পাৰে। (881, 949, 1109, 989)
column-1-inner-2 (20, 657, 375, 838)
article-paragraph: এই প্ৰকল্পই অসমৰ অৰ্থনীতিত নতুন গতি আনিব বুলি বিশেষজ্ঞসকলে মত প্ৰকাশ কৰিছে। পৰ্যটন খণ্ডতো ইয়াৰ ইতিবাচক প্ৰভাৱ পৰিব। (20, 1191, 191, 1245)
section-banner-bar (12, 82, 1539, 100)
article-paragraph: বন বিভাগে নিহত কৰ্মীৰ পৰিয়ালক ক্ষতিপূৰণ প্ৰদানৰ আশ্বাস দিছে। (393, 1388, 620, 1413)
article-paragraph: আগন্তুক দিনত অসমীয়া চলচ্চিত্ৰই আৰু অধিক উন্নতি সাধন কৰিব বুলি আশা কৰা হৈছে। (881, 226, 1109, 251)
section-banner-label: প্ৰথম পৃষ্ঠাৰ পৰা (12, 75, 140, 101)
article-paragraph: চৰকাৰেও চলচ্চিত্ৰ নিৰ্মাণৰ বাবে বিভিন্ন আঁচনি গ্ৰহণ কৰিছে। অনুদানৰ ব্যৱস্থাও কৰা হৈছে। (636, 1090, 864, 1117)
column-1-inner-3 (20, 914, 375, 1251)
article-paragraph: বাজেটত কৃষি, শিক্ষা আৰু স্বাস্থ্য খণ্ডত বিশেষ গুৰুত্ব দিয়া হ'ব বুলি জনা গৈছে। গ্ৰাম্য অঞ্চলৰ উন্নয়নৰ বাবেও বিশেষ ব্যৱস্থা থাকিব। (881, 353, 1109, 392)
article-paragraph: সহকৰ্মীসকলে গভীৰ শোক প্ৰকাশ কৰিছে। ঘটনাটোৰ তদন্ত আৰম্ভ কৰা হৈছে। (881, 573, 1109, 600)
article-paragraph: এই প্ৰকল্পই অসমৰ অৰ্থনীতিত নতুন গতি আনিব বুলি বিশেষজ্ঞসকলে মত প্ৰকাশ কৰিছে। পৰ্যটন খণ্ডতো ইয়াৰ ইতিবাচক প্ৰভাৱ পৰিব। (881, 775, 1109, 815)
article-headline-3: দেশৰ ভিতৰতে প্ৰথম, বিশ্বৰ ভিতৰত দ্বিতীয় টুইন টানেল অসমত (32, 860, 363, 907)
article-paragraph: চৰকাৰে ইতিমধ্যে বহু আঁচনি হাতত লৈছে আৰু আগন্তুক দিনত আৰু অধিক আঁচনি ৰূপায়ণ কৰা হ'ব বুলি মুখ্যমন্ত্ৰীগৰাকীয়ে আশ্বাস দিয়ে। গ্ৰাম্য অঞ্চলৰ উন্নয়নৰ ওপৰত বিশেষ গুৰুত্ব আৰোপ কৰা হ'ব। (881, 667, 1109, 721)
article-paragraph: অনুষ্ঠানটোত বিভিন্ন সংগঠনৰ প্ৰতিনিধিয়ে অংশগ্ৰহণ কৰে। স্থানীয় সংস্কৃতিৰ প্ৰদৰ্শনীও অনুষ্ঠিত হয়। শেষত সকলোকে ধন্যবাদ জ্ঞাপন কৰি অনুষ্ঠানৰ সামৰণি পেলোৱা হয়। (204, 425, 376, 493)
article-paragraph: বৰ্তমান লক্ষীমপুৰত নতুন মেডিকেল কলেজৰ নিৰ্মাণ কাৰ্য দ্ৰুতগতিত আগবাঢ়িছে। আগন্তুক দুবছৰৰ ভিতৰত ই সম্পূৰ্ণ হ'ব। (393, 977, 620, 1017)
article-paragraph: ৰাতিপুৱা শুই উঠাৰ লগে লগে এক গিলাচ পানী খালে শৰীৰৰ বাবে উপকাৰী। আহাৰ খোৱাৰ আধা ঘণ্টা আগতে পানী খোৱা ভাল। (636, 675, 864, 715)
article-headline-10: বিখ্যাত নিউয়ৰ্ক ফেশ্বন উইকত অসমীয়া বস্ত্ৰৰ পৰম্পৰা (1144, 116, 1513, 167)
masthead-left (18, 19, 312, 55)
section-divider (393, 1161, 620, 1162)
column-5-inner-4 (1126, 767, 1531, 875)
column-1b-2 (197, 657, 375, 838)
article-headline-4: আজিৰ পৰা হিমন্তৰ শাসনৰ অন্তিমখন বাজেট অধিবেশন (400, 116, 612, 163)
article-paragraph: স্থানীয় লোকসকলে এই প্ৰকল্পক আদৰণি জনাইছে। ইয়াৰ ফলত কৰ্মসংস্থানৰ সুযোগো সৃষ্টি হ'ব বুলি তেওঁলোকে আশা প্ৰকাশ কৰিছে। (881, 822, 1109, 862)
masthead-date: ১৬ ফেব্ৰুৱাৰী, সোমবাৰ, ২০২৬ (140, 31, 312, 46)
article-paragraph: পানী হৈছে জীৱনৰ মূল উৎস। মানুহৰ শৰীৰৰ প্ৰায় ৭০ শতাংশই পানীৰে গঠিত। সেয়েহে পৰ্যাপ্ত পৰিমাণে পানী খোৱাটো অতি প্ৰয়োজনীয়। (881, 446, 1109, 487)
